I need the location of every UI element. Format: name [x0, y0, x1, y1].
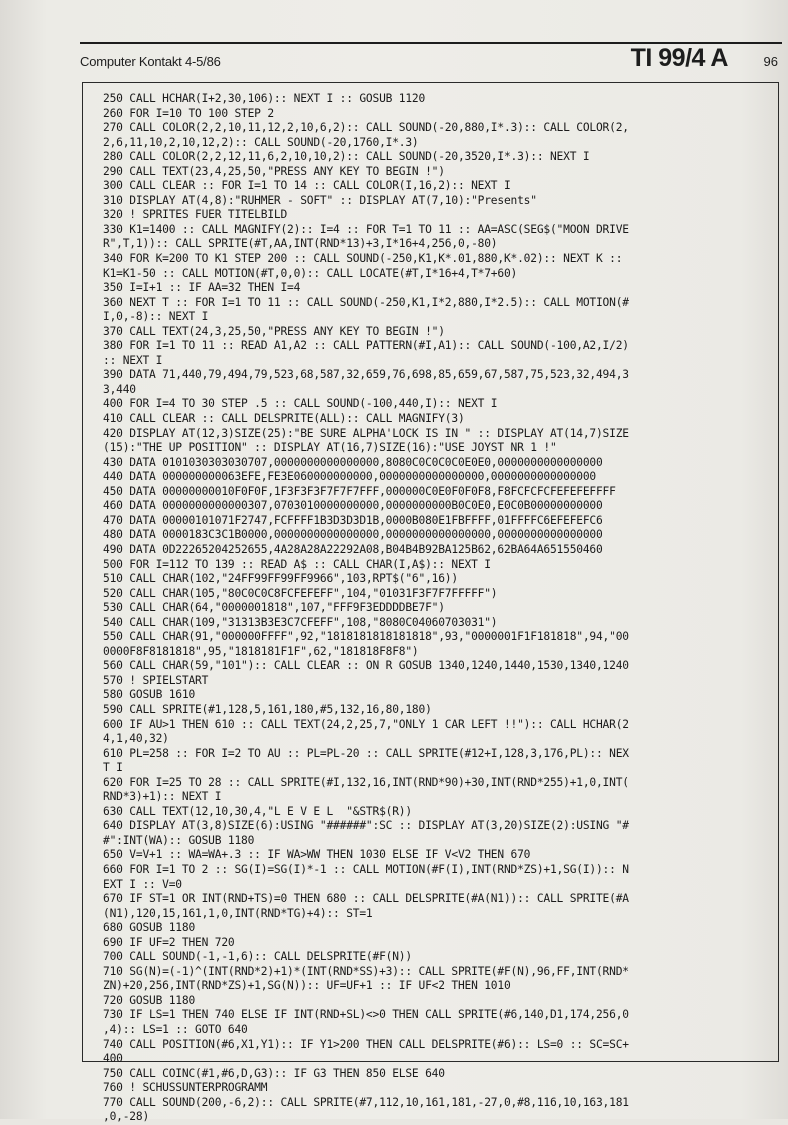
- code-line: 700 CALL SOUND(-1,-1,6):: CALL DELSPRITE(#F(N)): [103, 950, 412, 964]
- code-line: 2,6,11,10,2,10,12,2):: CALL SOUND(-20,1760,I*.3): [103, 135, 419, 149]
- code-line: EXT I :: V=0: [103, 877, 182, 891]
- code-line: 540 CALL CHAR(109,"31313B3E3C7CFEFF",108,"8080C04060703031"): [103, 615, 498, 629]
- code-line: (N1),120,15,161,1,0,INT(RND*TG)+4):: ST=1: [103, 906, 373, 920]
- code-line: 670 IF ST=1 OR INT(RND+TS)=0 THEN 680 :: CALL DELSPRITE(#A(N1)):: CALL SPRITE(#A: [103, 892, 629, 906]
- code-line: 300 CALL CLEAR :: FOR I=1 TO 14 :: CALL COLOR(I,16,2):: NEXT I: [103, 179, 511, 193]
- code-line: 450 DATA 00000000010F0F0F,1F3F3F3F7F7F7FFF,000000C0E0F0F0F8,F8FCFCFCFEFEFEFFFF: [103, 484, 616, 498]
- code-line: 620 FOR I=25 TO 28 :: CALL SPRITE(#I,132,16,INT(RND*90)+30,INT(RND*255)+1,0,INT(: [103, 775, 629, 789]
- code-line: 4,1,40,32): [103, 732, 169, 746]
- code-line: 410 CALL CLEAR :: CALL DELSPRITE(ALL):: CALL MAGNIFY(3): [103, 412, 465, 426]
- code-line: 750 CALL COINC(#1,#6,D,G3):: IF G3 THEN 850 ELSE 640: [103, 1066, 445, 1080]
- code-line: R",T,1)):: CALL SPRITE(#T,AA,INT(RND*13)+3,I*16+4,256,0,-80): [103, 237, 498, 251]
- code-line: K1=K1-50 :: CALL MOTION(#T,0,0):: CALL LOCATE(#T,I*16+4,T*7+60): [103, 266, 518, 280]
- code-line: 340 FOR K=200 TO K1 STEP 200 :: CALL SOUND(-250,K1,K*.01,880,K*.02):: NEXT K ::: [103, 252, 623, 266]
- code-line: 320 ! SPRITES FUER TITELBILD: [103, 208, 288, 222]
- code-line: 570 ! SPIELSTART: [103, 673, 209, 687]
- code-line: 440 DATA 000000000063EFE,FE3E060000000000,0000000000000000,0000000000000000: [103, 470, 596, 484]
- code-line: T I: [103, 761, 123, 775]
- code-line: ,4):: LS=1 :: GOTO 640: [103, 1023, 248, 1036]
- code-line: 470 DATA 00000101071F2747,FCFFFF1B3D3D3D1B,0000B080E1FBFFFF,01FFFFC6EFEFEFC6: [103, 513, 603, 527]
- code-line: 250 CALL HCHAR(I+2,30,106):: NEXT I :: GOSUB 1120: [103, 92, 426, 105]
- code-line: 350 I=I+1 :: IF AA=32 THEN I=4: [103, 281, 301, 295]
- code-line: 610 PL=258 :: FOR I=2 TO AU :: PL=PL-20 :: CALL SPRITE(#12+I,128,3,176,PL):: NEX: [103, 746, 629, 760]
- code-line: 550 CALL CHAR(91,"000000FFFF",92,"1818181818181818",93,"0000001F1F181818",94,"00: [103, 630, 629, 644]
- code-line: 290 CALL TEXT(23,4,25,50,"PRESS ANY KEY TO BEGIN !"): [103, 164, 445, 178]
- code-line: :: NEXT I: [103, 353, 163, 367]
- code-line: 630 CALL TEXT(12,10,30,4,"L E V E L "&STR$(R)): [103, 804, 412, 818]
- code-line: 660 FOR I=1 TO 2 :: SG(I)=SG(I)*-1 :: CALL MOTION(#F(I),INT(RND*ZS)+1,SG(I)):: N: [103, 862, 629, 876]
- code-line: 430 DATA 0101030303030707,0000000000000000,8080C0C0C0C0E0E0,0000000000000000: [103, 455, 603, 469]
- code-line: 770 CALL SOUND(200,-6,2):: CALL SPRITE(#7,112,10,161,181,-27,0,#8,116,10,163,181: [103, 1095, 629, 1109]
- page-header: [80, 44, 780, 72]
- code-line: 760 ! SCHUSSUNTERPROGRAMM: [103, 1081, 268, 1095]
- code-line: 370 CALL TEXT(24,3,25,50,"PRESS ANY KEY TO BEGIN !"): [103, 324, 445, 338]
- code-line: 740 CALL POSITION(#6,X1,Y1):: IF Y1>200 THEN CALL DELSPRITE(#6):: LS=0 :: SC=SC+: [103, 1037, 629, 1051]
- code-line: 730 IF LS=1 THEN 740 ELSE IF INT(RND+SL)<>0 THEN CALL SPRITE(#6,140,D1,174,256,0: [103, 1008, 629, 1022]
- code-line: 480 DATA 0000183C3C1B0000,0000000000000000,0000000000000000,0000000000000000: [103, 528, 603, 542]
- code-line: #":INT(WA):: GOSUB 1180: [103, 833, 255, 847]
- code-line: ,0,-28): [103, 1110, 150, 1124]
- code-line: 260 FOR I=10 TO 100 STEP 2: [103, 106, 274, 120]
- code-line: 520 CALL CHAR(105,"80C0C0C8FCFEFEFF",104,"01031F3F7F7FFFFF"): [103, 586, 498, 600]
- code-line: 420 DISPLAY AT(12,3)SIZE(25):"BE SURE ALPHA'LOCK IS IN " :: DISPLAY AT(14,7)SIZE: [103, 426, 629, 440]
- code-line: 720 GOSUB 1180: [103, 993, 196, 1007]
- code-line: 310 DISPLAY AT(4,8):"RUHMER - SOFT" :: DISPLAY AT(7,10):"Presents": [103, 193, 537, 207]
- code-line: 530 CALL CHAR(64,"0000001818",107,"FFF9F3EDDDDBE7F"): [103, 601, 445, 615]
- code-line: 510 CALL CHAR(102,"24FF99FF99FF9966",103,RPT$("6",16)): [103, 572, 458, 586]
- code-line: 490 DATA 0D22265204252655,4A28A28A22292A08,B04B4B92BA125B62,62BA64A651550460: [103, 542, 603, 556]
- program-listing: [103, 92, 775, 1125]
- code-line: 400: [103, 1052, 123, 1066]
- code-line: RND*3)+1):: NEXT I: [103, 790, 222, 804]
- code-line: 640 DISPLAY AT(3,8)SIZE(6):USING "######":SC :: DISPLAY AT(3,20)SIZE(2):USING "#: [103, 819, 629, 833]
- code-line: 650 V=V+1 :: WA=WA+.3 :: IF WA>WW THEN 1030 ELSE IF V<V2 THEN 670: [103, 848, 531, 862]
- page-number: 96: [763, 54, 778, 69]
- magazine-issue: Computer Kontakt 4-5/86: [80, 54, 221, 69]
- code-line: 3,440: [103, 382, 136, 396]
- code-line: 580 GOSUB 1610: [103, 688, 196, 702]
- code-line: 680 GOSUB 1180: [103, 921, 196, 935]
- code-line: 270 CALL COLOR(2,2,10,11,12,2,10,6,2):: CALL SOUND(-20,880,I*.3):: CALL COLOR(2,: [103, 121, 629, 135]
- code-line: 280 CALL COLOR(2,2,12,11,6,2,10,10,2):: CALL SOUND(-20,3520,I*.3):: NEXT I: [103, 150, 590, 164]
- code-line: 460 DATA 0000000000000307,0703010000000000,0000000000B0C0E0,E0C0B00000000000: [103, 499, 603, 513]
- code-line: 710 SG(N)=(-1)^(INT(RND*2)+1)*(INT(RND*SS)+3):: CALL SPRITE(#F(N),96,FF,INT(RND*: [103, 964, 629, 978]
- code-line: 360 NEXT T :: FOR I=1 TO 11 :: CALL SOUND(-250,K1,I*2,880,I*2.5):: CALL MOTION(#: [103, 295, 629, 309]
- code-line: 600 IF AU>1 THEN 610 :: CALL TEXT(24,2,25,7,"ONLY 1 CAR LEFT !!"):: CALL HCHAR(2: [103, 717, 629, 731]
- code-line: 390 DATA 71,440,79,494,79,523,68,587,32,659,76,698,85,659,67,587,75,523,32,494,3: [103, 368, 629, 382]
- section-title: TI 99/4 A: [630, 44, 728, 72]
- code-line: I,0,-8):: NEXT I: [103, 310, 209, 324]
- code-line: 590 CALL SPRITE(#1,128,5,161,180,#5,132,16,80,180): [103, 702, 432, 716]
- code-line: 690 IF UF=2 THEN 720: [103, 935, 235, 949]
- code-line: 0000F8F8181818",95,"1818181F1F",62,"181818F8F8"): [103, 644, 419, 658]
- code-line: 560 CALL CHAR(59,"101"):: CALL CLEAR :: ON R GOSUB 1340,1240,1440,1530,1340,1240: [103, 659, 629, 673]
- code-line: 400 FOR I=4 TO 30 STEP .5 :: CALL SOUND(-100,440,I):: NEXT I: [103, 397, 498, 411]
- code-line: 330 K1=1400 :: CALL MAGNIFY(2):: I=4 :: FOR T=1 TO 11 :: AA=ASC(SEG$("MOON DRIVE: [103, 222, 629, 236]
- code-line: 380 FOR I=1 TO 11 :: READ A1,A2 :: CALL PATTERN(#I,A1):: CALL SOUND(-100,A2,I/2): [103, 339, 629, 353]
- code-line: (15):"THE UP POSITION" :: DISPLAY AT(16,7)SIZE(16):"USE JOYST NR 1 !": [103, 441, 557, 455]
- code-line: ZN)+20,256,INT(RND*ZS)+1,SG(N)):: UF=UF+1 :: IF UF<2 THEN 1010: [103, 979, 511, 993]
- code-line: 500 FOR I=112 TO 139 :: READ A$ :: CALL CHAR(I,A$):: NEXT I: [103, 557, 491, 571]
